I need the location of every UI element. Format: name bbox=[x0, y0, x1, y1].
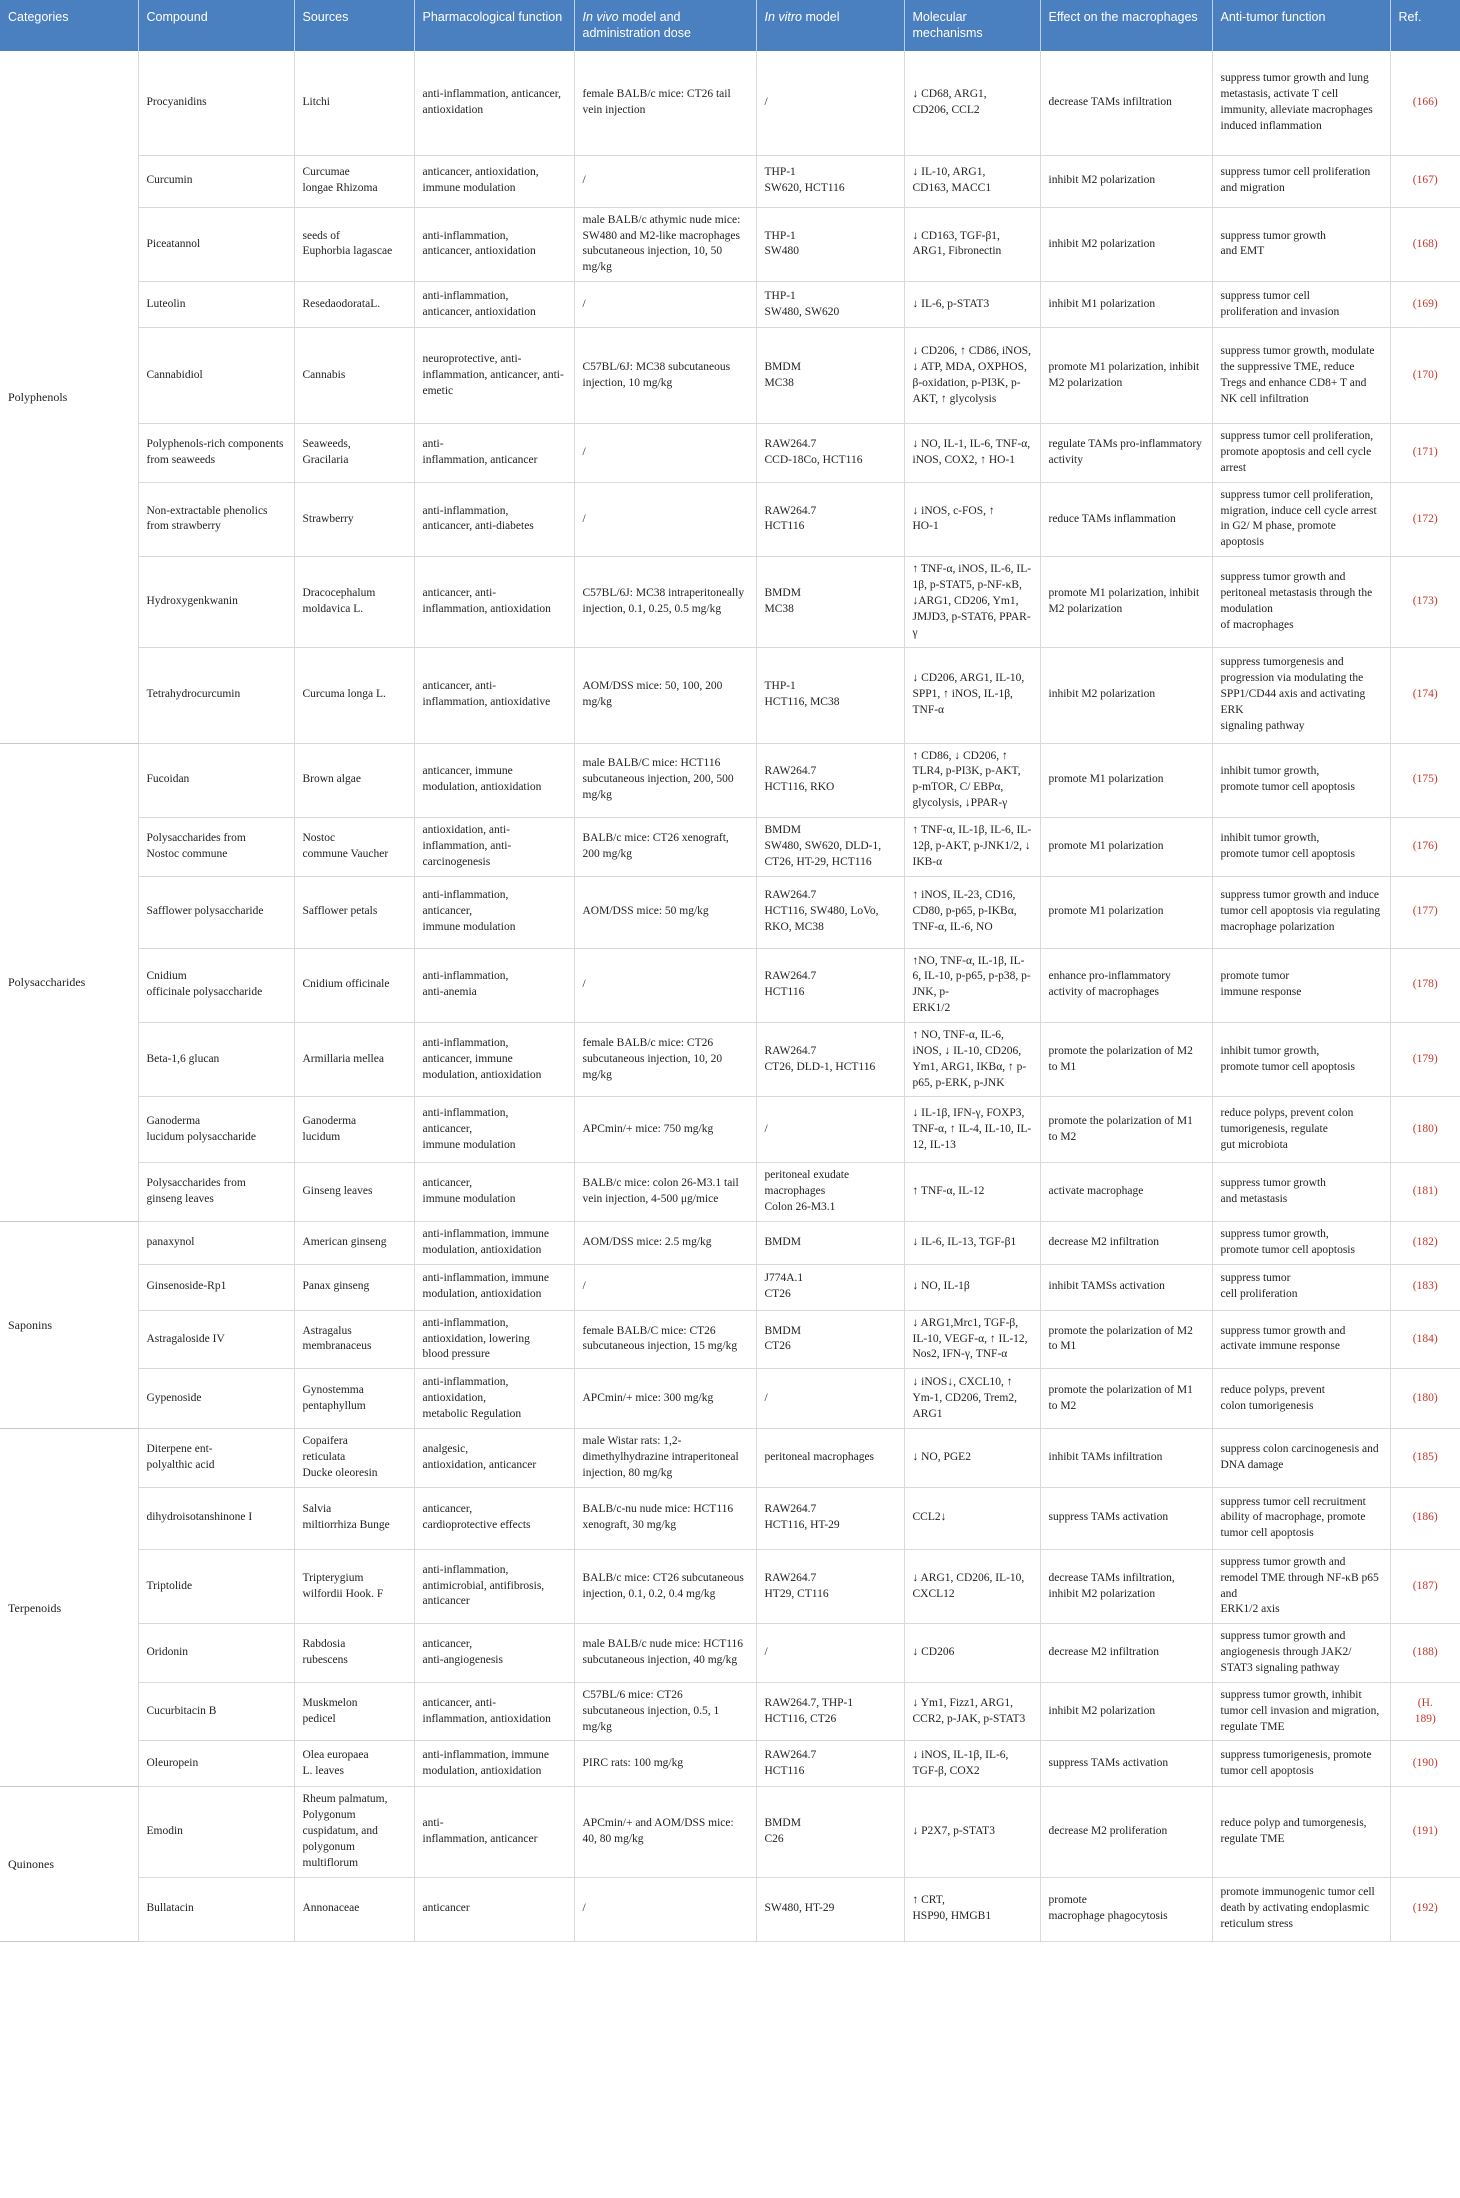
compound-cell: Cucurbitacin B bbox=[138, 1682, 294, 1741]
macrophage-effect-cell: inhibit TAMSs activation bbox=[1040, 1264, 1212, 1310]
table-row bbox=[0, 557, 1460, 647]
compound-cell: Curcumin bbox=[138, 155, 294, 207]
anti-tumor-function-cell: suppress tumor cell proliferation and invasion bbox=[1212, 282, 1390, 328]
pharmacological-function-cell: anti-inflammation, immune modulation, antioxidation bbox=[414, 1264, 574, 1310]
compound-cell: Tetrahydrocurcumin bbox=[138, 647, 294, 743]
pharmacological-function-cell: analgesic, antioxidation, anticancer bbox=[414, 1429, 574, 1488]
anti-tumor-function-cell: inhibit tumor growth, promote tumor cell apoptosis bbox=[1212, 743, 1390, 817]
in-vitro-model-cell: THP-1 SW620, HCT116 bbox=[756, 155, 904, 207]
compound-cell: Fucoidan bbox=[138, 743, 294, 817]
macrophage-effect-cell: promote M1 polarization bbox=[1040, 817, 1212, 876]
in-vivo-model-cell: / bbox=[574, 282, 756, 328]
pharmacological-function-cell: anticancer, immune modulation, antioxidation bbox=[414, 743, 574, 817]
molecular-mechanisms-cell: ↓ IL-10, ARG1, CD163, MACC1 bbox=[904, 155, 1040, 207]
table-row bbox=[0, 1624, 1460, 1683]
col-header-sources: Sources bbox=[294, 0, 414, 51]
in-vivo-model-cell: male BALB/C mice: HCT116 subcutaneous injection, 200, 500 mg/kg bbox=[574, 743, 756, 817]
table-row bbox=[0, 1741, 1460, 1787]
molecular-mechanisms-cell: ↓ IL-6, p-STAT3 bbox=[904, 282, 1040, 328]
molecular-mechanisms-cell: ↓ CD206, ↑ CD86, iNOS, ↓ ATP, MDA, OXPHOS, β-oxidation, p-PI3K, p-AKT, ↑ glycolysis bbox=[904, 328, 1040, 424]
sources-cell: ResedaodorataL. bbox=[294, 282, 414, 328]
anti-tumor-function-cell: suppress colon carcinogenesis and DNA damage bbox=[1212, 1429, 1390, 1488]
pharmacological-function-cell: anti-inflammation, anticancer, immune modulation bbox=[414, 1097, 574, 1163]
sources-cell: Rabdosia rubescens bbox=[294, 1624, 414, 1683]
table-row bbox=[0, 1097, 1460, 1163]
header-row bbox=[0, 0, 1460, 51]
sources-cell: Panax ginseng bbox=[294, 1264, 414, 1310]
compound-cell: Hydroxygenkwanin bbox=[138, 557, 294, 647]
anti-tumor-function-cell: suppress tumor growth and induce tumor cell apoptosis via regulating macrophage polarization bbox=[1212, 876, 1390, 948]
pharmacological-function-cell: anti- inflammation, anticancer bbox=[414, 424, 574, 483]
molecular-mechanisms-cell: ↑ iNOS, IL-23, CD16, CD80, p-p65, p-IKBα, TNF-α, IL-6, NO bbox=[904, 876, 1040, 948]
col-header-pharmacological-function: Pharmacological function bbox=[414, 0, 574, 51]
macrophage-effect-cell: promote macrophage phagocytosis bbox=[1040, 1877, 1212, 1941]
category-cell: Terpenoids bbox=[0, 1429, 138, 1787]
sources-cell: Ganoderma lucidum bbox=[294, 1097, 414, 1163]
reference-cell[interactable]: (184) bbox=[1390, 1310, 1460, 1369]
molecular-mechanisms-cell: ↓ ARG1, CD206, IL-10, CXCL12 bbox=[904, 1549, 1040, 1623]
in-vivo-model-cell: C57BL/6J: MC38 intraperitoneally injection, 0.1, 0.25, 0.5 mg/kg bbox=[574, 557, 756, 647]
molecular-mechanisms-cell: ↑ TNF-α, iNOS, IL-6, IL-1β, p-STAT5, p-NF-κB, ↓ARG1, CD206, Ym1, JMJD3, p-STAT6, PPAR-γ bbox=[904, 557, 1040, 647]
compound-cell: Emodin bbox=[138, 1787, 294, 1877]
in-vivo-model-cell: / bbox=[574, 155, 756, 207]
reference-cell[interactable]: (171) bbox=[1390, 424, 1460, 483]
molecular-mechanisms-cell: ↓ NO, IL-1, IL-6, TNF-α, iNOS, COX2, ↑ HO-1 bbox=[904, 424, 1040, 483]
molecular-mechanisms-cell: CCL2↓ bbox=[904, 1487, 1040, 1549]
sources-cell: Cannabis bbox=[294, 328, 414, 424]
table-row bbox=[0, 948, 1460, 1022]
sources-cell: Astragalus membranaceus bbox=[294, 1310, 414, 1369]
col-header-effect-on-macrophages: Effect on the macrophages bbox=[1040, 0, 1212, 51]
pharmacological-function-cell: neuroprotective, anti-inflammation, anticancer, anti-emetic bbox=[414, 328, 574, 424]
pharmacological-function-cell: anti- inflammation, anticancer bbox=[414, 1787, 574, 1877]
anti-tumor-function-cell: suppress tumor cell proliferation bbox=[1212, 1264, 1390, 1310]
in-vitro-model-cell: BMDM C26 bbox=[756, 1787, 904, 1877]
table-row bbox=[0, 424, 1460, 483]
reference-cell[interactable]: (182) bbox=[1390, 1221, 1460, 1264]
macrophage-effect-cell: promote the polarization of M2 to M1 bbox=[1040, 1022, 1212, 1096]
molecular-mechanisms-cell: ↓ iNOS, IL-1β, IL-6, TGF-β, COX2 bbox=[904, 1741, 1040, 1787]
macrophage-effect-cell: inhibit M2 polarization bbox=[1040, 207, 1212, 281]
pharmacological-function-cell: anti-inflammation, anticancer, immune modulation bbox=[414, 876, 574, 948]
in-vivo-model-cell: AOM/DSS mice: 50, 100, 200 mg/kg bbox=[574, 647, 756, 743]
anti-tumor-function-cell: suppress tumor cell proliferation, promote apoptosis and cell cycle arrest bbox=[1212, 424, 1390, 483]
pharmacological-function-cell: anticancer, anti-angiogenesis bbox=[414, 1624, 574, 1683]
in-vivo-model-cell: female BALB/c mice: CT26 tail vein injection bbox=[574, 51, 756, 155]
col-header-compound: Compound bbox=[138, 0, 294, 51]
pharmacological-function-cell: anticancer, anti- inflammation, antioxidative bbox=[414, 647, 574, 743]
in-vivo-model-cell: / bbox=[574, 482, 756, 556]
category-cell: Quinones bbox=[0, 1787, 138, 1941]
compound-cell: Bullatacin bbox=[138, 1877, 294, 1941]
sources-cell: Brown algae bbox=[294, 743, 414, 817]
pharmacological-function-cell: anti-inflammation, anticancer, anti-diabetes bbox=[414, 482, 574, 556]
reference-cell[interactable]: (169) bbox=[1390, 282, 1460, 328]
macrophage-effect-cell: suppress TAMs activation bbox=[1040, 1741, 1212, 1787]
anti-tumor-function-cell: suppress tumor cell recruitment ability of macrophage, promote tumor cell apoptosis bbox=[1212, 1487, 1390, 1549]
table-row bbox=[0, 207, 1460, 281]
in-vivo-model-cell: / bbox=[574, 424, 756, 483]
in-vitro-model-cell: peritoneal macrophages bbox=[756, 1429, 904, 1488]
in-vivo-model-cell: APCmin/+ mice: 750 mg/kg bbox=[574, 1097, 756, 1163]
compound-cell: Non-extractable phenolics from strawberry bbox=[138, 482, 294, 556]
molecular-mechanisms-cell: ↓ Ym1, Fizz1, ARG1, CCR2, p-JAK, p-STAT3 bbox=[904, 1682, 1040, 1741]
in-vitro-model-cell: / bbox=[756, 1369, 904, 1429]
col-header-in-vitro: In vitro model bbox=[756, 0, 904, 51]
in-vitro-model-cell: peritoneal exudate macrophages Colon 26-M3.1 bbox=[756, 1163, 904, 1222]
reference-cell[interactable]: (181) bbox=[1390, 1163, 1460, 1222]
macrophage-effect-cell: promote the polarization of M1 to M2 bbox=[1040, 1369, 1212, 1429]
sources-cell: Curcuma longa L. bbox=[294, 647, 414, 743]
sources-cell: Curcumae longae Rhizoma bbox=[294, 155, 414, 207]
reference-cell[interactable]: (183) bbox=[1390, 1264, 1460, 1310]
anti-tumor-function-cell: reduce polyps, prevent colon tumorigenesis bbox=[1212, 1369, 1390, 1429]
compound-cell: Polyphenols-rich components from seaweeds bbox=[138, 424, 294, 483]
anti-tumor-function-cell: suppress tumorgenesis and progression via modulating the SPP1/CD44 axis and activating ERK signaling pathway bbox=[1212, 647, 1390, 743]
pharmacological-function-cell: anticancer, immune modulation bbox=[414, 1163, 574, 1222]
in-vitro-model-cell: J774A.1 CT26 bbox=[756, 1264, 904, 1310]
reference-cell[interactable]: (179) bbox=[1390, 1022, 1460, 1096]
molecular-mechanisms-cell: ↑NO, TNF-α, IL-1β, IL-6, IL-10, p-p65, p-p38, p-JNK, p- ERK1/2 bbox=[904, 948, 1040, 1022]
table-row bbox=[0, 1221, 1460, 1264]
in-vitro-model-cell: / bbox=[756, 1624, 904, 1683]
compound-cell: Polysaccharides from ginseng leaves bbox=[138, 1163, 294, 1222]
in-vitro-model-cell: RAW264.7 HT29, CT116 bbox=[756, 1549, 904, 1623]
macrophage-effect-cell: decrease TAMs infiltration bbox=[1040, 51, 1212, 155]
sources-cell: seeds of Euphorbia lagascae bbox=[294, 207, 414, 281]
table-body bbox=[0, 51, 1460, 1941]
in-vivo-model-cell: male BALB/c athymic nude mice: SW480 and M2-like macrophages subcutaneous injection, 10, 50 mg/kg bbox=[574, 207, 756, 281]
pharmacological-function-cell: anti-inflammation, anticancer, immune modulation, antioxidation bbox=[414, 1022, 574, 1096]
category-cell: Polyphenols bbox=[0, 51, 138, 743]
molecular-mechanisms-cell: ↓ NO, PGE2 bbox=[904, 1429, 1040, 1488]
sources-cell: Ginseng leaves bbox=[294, 1163, 414, 1222]
molecular-mechanisms-cell: ↓ P2X7, p-STAT3 bbox=[904, 1787, 1040, 1877]
sources-cell: Salvia miltiorrhiza Bunge bbox=[294, 1487, 414, 1549]
anti-tumor-function-cell: suppress tumor growth, inhibit tumor cell invasion and migration, regulate TME bbox=[1212, 1682, 1390, 1741]
table-row bbox=[0, 1549, 1460, 1623]
molecular-mechanisms-cell: ↓ CD163, TGF-β1, ARG1, Fibronectin bbox=[904, 207, 1040, 281]
sources-cell: Copaifera reticulata Ducke oleoresin bbox=[294, 1429, 414, 1488]
anti-tumor-function-cell: suppress tumor growth and peritoneal metastasis through the modulation of macrophages bbox=[1212, 557, 1390, 647]
compound-cell: Oridonin bbox=[138, 1624, 294, 1683]
compound-cell: Procyanidins bbox=[138, 51, 294, 155]
col-header-in-vivo: In vivo model and administration dose bbox=[574, 0, 756, 51]
in-vivo-model-cell: / bbox=[574, 948, 756, 1022]
sources-cell: Rheum palmatum, Polygonum cuspidatum, and polygonum multiflorum bbox=[294, 1787, 414, 1877]
in-vivo-model-cell: / bbox=[574, 1877, 756, 1941]
in-vitro-model-cell: RAW264.7 HCT116, RKO bbox=[756, 743, 904, 817]
table-row bbox=[0, 1163, 1460, 1222]
in-vivo-model-cell: AOM/DSS mice: 50 mg/kg bbox=[574, 876, 756, 948]
pharmacological-function-cell: anticancer, anti- inflammation, antioxidation bbox=[414, 557, 574, 647]
compound-cell: Polysaccharides from Nostoc commune bbox=[138, 817, 294, 876]
table-row bbox=[0, 743, 1460, 817]
in-vitro-model-cell: / bbox=[756, 1097, 904, 1163]
category-cell: Polysaccharides bbox=[0, 743, 138, 1221]
anti-tumor-function-cell: promote immunogenic tumor cell death by activating endoplasmic reticulum stress bbox=[1212, 1877, 1390, 1941]
reference-cell[interactable]: (172) bbox=[1390, 482, 1460, 556]
macrophage-effect-cell: inhibit M2 polarization bbox=[1040, 1682, 1212, 1741]
pharmacological-function-cell: anticancer, cardioprotective effects bbox=[414, 1487, 574, 1549]
in-vitro-model-cell: THP-1 HCT116, MC38 bbox=[756, 647, 904, 743]
table-row bbox=[0, 876, 1460, 948]
compound-cell: Piceatannol bbox=[138, 207, 294, 281]
anti-tumor-function-cell: reduce polyp and tumorgenesis, regulate TME bbox=[1212, 1787, 1390, 1877]
anti-tumor-function-cell: suppress tumor growth and EMT bbox=[1212, 207, 1390, 281]
in-vitro-model-cell: RAW264.7 HCT116 bbox=[756, 1741, 904, 1787]
in-vivo-model-cell: female BALB/C mice: CT26 subcutaneous injection, 15 mg/kg bbox=[574, 1310, 756, 1369]
anti-tumor-function-cell: suppress tumor growth and angiogenesis through JAK2/ STAT3 signaling pathway bbox=[1212, 1624, 1390, 1683]
compound-cell: Cnidium officinale polysaccharide bbox=[138, 948, 294, 1022]
pharmacological-function-cell: anticancer, anti- inflammation, antioxidation bbox=[414, 1682, 574, 1741]
sources-cell: Gynostemma pentaphyllum bbox=[294, 1369, 414, 1429]
macrophage-effect-cell: promote the polarization of M1 to M2 bbox=[1040, 1097, 1212, 1163]
compound-cell: Diterpene ent- polyalthic acid bbox=[138, 1429, 294, 1488]
pharmacological-function-cell: anti-inflammation, antimicrobial, antifibrosis, anticancer bbox=[414, 1549, 574, 1623]
anti-tumor-function-cell: suppress tumor cell proliferation, migration, induce cell cycle arrest in G2/ M phase, promote apoptosis bbox=[1212, 482, 1390, 556]
in-vivo-model-cell: PIRC rats: 100 mg/kg bbox=[574, 1741, 756, 1787]
reference-cell[interactable]: (166) bbox=[1390, 51, 1460, 155]
table-row bbox=[0, 1429, 1460, 1488]
in-vitro-model-cell: RAW264.7 CT26, DLD-1, HCT116 bbox=[756, 1022, 904, 1096]
in-vitro-model-cell: THP-1 SW480 bbox=[756, 207, 904, 281]
in-vitro-model-cell: RAW264.7 CCD-18Co, HCT116 bbox=[756, 424, 904, 483]
sources-cell: Seaweeds, Gracilaria bbox=[294, 424, 414, 483]
col-header-ref: Ref. bbox=[1390, 0, 1460, 51]
in-vitro-model-cell: RAW264.7 HCT116 bbox=[756, 948, 904, 1022]
sources-cell: American ginseng bbox=[294, 1221, 414, 1264]
table-row bbox=[0, 282, 1460, 328]
reference-cell[interactable]: (178) bbox=[1390, 948, 1460, 1022]
compound-cell: Luteolin bbox=[138, 282, 294, 328]
in-vitro-model-cell: RAW264.7 HCT116, SW480, LoVo, RKO, MC38 bbox=[756, 876, 904, 948]
in-vivo-model-cell: C57BL/6 mice: CT26 subcutaneous injection, 0.5, 1 mg/kg bbox=[574, 1682, 756, 1741]
compound-cell: Safflower polysaccharide bbox=[138, 876, 294, 948]
reference-cell[interactable]: (176) bbox=[1390, 817, 1460, 876]
molecular-mechanisms-cell: ↓ CD68, ARG1, CD206, CCL2 bbox=[904, 51, 1040, 155]
reference-cell[interactable]: (192) bbox=[1390, 1877, 1460, 1941]
in-vitro-model-cell: RAW264.7 HCT116 bbox=[756, 482, 904, 556]
col-header-categories: Categories bbox=[0, 0, 138, 51]
anti-tumor-function-cell: inhibit tumor growth, promote tumor cell apoptosis bbox=[1212, 1022, 1390, 1096]
in-vitro-model-cell: SW480, HT-29 bbox=[756, 1877, 904, 1941]
macrophage-effect-cell: decrease M2 infiltration bbox=[1040, 1624, 1212, 1683]
table-row bbox=[0, 1022, 1460, 1096]
table-row bbox=[0, 328, 1460, 424]
macrophage-effect-cell: inhibit M2 polarization bbox=[1040, 155, 1212, 207]
reference-cell[interactable]: (185) bbox=[1390, 1429, 1460, 1488]
in-vivo-model-cell: female BALB/c mice: CT26 subcutaneous injection, 10, 20 mg/kg bbox=[574, 1022, 756, 1096]
macrophage-effect-cell: reduce TAMs inflammation bbox=[1040, 482, 1212, 556]
molecular-mechanisms-cell: ↓ NO, IL-1β bbox=[904, 1264, 1040, 1310]
molecular-mechanisms-cell: ↑ TNF-α, IL-1β, IL-6, IL-12β, p-AKT, p-JNK1/2, ↓ IKB-α bbox=[904, 817, 1040, 876]
molecular-mechanisms-cell: ↓ CD206 bbox=[904, 1624, 1040, 1683]
reference-cell[interactable]: (186) bbox=[1390, 1487, 1460, 1549]
macrophage-effect-cell: activate macrophage bbox=[1040, 1163, 1212, 1222]
macrophage-effect-cell: decrease M2 infiltration bbox=[1040, 1221, 1212, 1264]
sources-cell: Tripterygium wilfordii Hook. F bbox=[294, 1549, 414, 1623]
reference-cell[interactable]: (175) bbox=[1390, 743, 1460, 817]
anti-tumor-function-cell: reduce polyps, prevent colon tumorigenesis, regulate gut microbiota bbox=[1212, 1097, 1390, 1163]
molecular-mechanisms-cell: ↑ CD86, ↓ CD206, ↑ TLR4, p-PI3K, p-AKT, p-mTOR, C/ EBPα, glycolysis, ↓PPAR-γ bbox=[904, 743, 1040, 817]
macrophage-effect-cell: inhibit TAMs infiltration bbox=[1040, 1429, 1212, 1488]
anti-tumor-function-cell: suppress tumorigenesis, promote tumor cell apoptosis bbox=[1212, 1741, 1390, 1787]
pharmacological-function-cell: anti-inflammation, anti-anemia bbox=[414, 948, 574, 1022]
in-vivo-model-cell: AOM/DSS mice: 2.5 mg/kg bbox=[574, 1221, 756, 1264]
compound-cell: Cannabidiol bbox=[138, 328, 294, 424]
pharmacological-function-cell: anti-inflammation, antioxidation, metabolic Regulation bbox=[414, 1369, 574, 1429]
reference-cell[interactable]: (167) bbox=[1390, 155, 1460, 207]
sources-cell: Strawberry bbox=[294, 482, 414, 556]
sources-cell: Muskmelon pedicel bbox=[294, 1682, 414, 1741]
pharmacological-function-cell: anti-inflammation, immune modulation, antioxidation bbox=[414, 1741, 574, 1787]
reference-cell[interactable]: (174) bbox=[1390, 647, 1460, 743]
in-vitro-model-cell: THP-1 SW480, SW620 bbox=[756, 282, 904, 328]
pharmacological-function-cell: anti-inflammation, anticancer, antioxidation bbox=[414, 207, 574, 281]
anti-tumor-function-cell: suppress tumor cell proliferation and migration bbox=[1212, 155, 1390, 207]
reference-cell[interactable]: (180) bbox=[1390, 1369, 1460, 1429]
in-vitro-model-cell: RAW264.7 HCT116, HT-29 bbox=[756, 1487, 904, 1549]
table-row bbox=[0, 1787, 1460, 1877]
reference-cell[interactable]: (187) bbox=[1390, 1549, 1460, 1623]
in-vitro-model-cell: BMDM bbox=[756, 1221, 904, 1264]
pharmacological-function-cell: anti-inflammation, anticancer, antioxidation bbox=[414, 51, 574, 155]
table-row bbox=[0, 1264, 1460, 1310]
molecular-mechanisms-cell: ↓ iNOS↓, CXCL10, ↑ Ym-1, CD206, Trem2, ARG1 bbox=[904, 1369, 1040, 1429]
in-vivo-model-cell: male BALB/c nude mice: HCT116 subcutaneous injection, 40 mg/kg bbox=[574, 1624, 756, 1683]
anti-tumor-function-cell: suppress tumor growth, promote tumor cell apoptosis bbox=[1212, 1221, 1390, 1264]
compound-cell: Ganoderma lucidum polysaccharide bbox=[138, 1097, 294, 1163]
in-vivo-model-cell: BALB/c mice: CT26 xenograft, 200 mg/kg bbox=[574, 817, 756, 876]
pharmacological-function-cell: anticancer, antioxidation, immune modulation bbox=[414, 155, 574, 207]
anti-tumor-function-cell: inhibit tumor growth, promote tumor cell apoptosis bbox=[1212, 817, 1390, 876]
table-row bbox=[0, 1682, 1460, 1741]
col-header-anti-tumor-function: Anti-tumor function bbox=[1212, 0, 1390, 51]
pharmacological-function-cell: antioxidation, anti- inflammation, anti- carcinogenesis bbox=[414, 817, 574, 876]
reference-cell[interactable]: (168) bbox=[1390, 207, 1460, 281]
table-row bbox=[0, 51, 1460, 155]
in-vivo-model-cell: / bbox=[574, 1264, 756, 1310]
in-vitro-model-cell: BMDM MC38 bbox=[756, 328, 904, 424]
sources-cell: Cnidium officinale bbox=[294, 948, 414, 1022]
anti-tumor-function-cell: suppress tumor growth, modulate the suppressive TME, reduce Tregs and enhance CD8+ T and NK cell infiltration bbox=[1212, 328, 1390, 424]
macrophage-effect-cell: inhibit M1 polarization bbox=[1040, 282, 1212, 328]
table-row bbox=[0, 1310, 1460, 1369]
macrophage-effect-cell: suppress TAMs activation bbox=[1040, 1487, 1212, 1549]
table-row bbox=[0, 817, 1460, 876]
sources-cell: Litchi bbox=[294, 51, 414, 155]
category-cell: Saponins bbox=[0, 1221, 138, 1428]
molecular-mechanisms-cell: ↓ IL-1β, IFN-γ, FOXP3, TNF-α, ↑ IL-4, IL-10, IL-12, IL-13 bbox=[904, 1097, 1040, 1163]
anti-tumor-function-cell: suppress tumor growth and remodel TME through NF-κB p65 and ERK1/2 axis bbox=[1212, 1549, 1390, 1623]
molecular-mechanisms-cell: ↓ CD206, ARG1, IL-10, SPP1, ↑ iNOS, IL-1β, TNF-α bbox=[904, 647, 1040, 743]
molecular-mechanisms-cell: ↓ ARG1,Mrc1, TGF-β, IL-10, VEGF-α, ↑ IL-12, Nos2, IFN-γ, TNF-α bbox=[904, 1310, 1040, 1369]
macrophage-effect-cell: enhance pro-inflammatory activity of macrophages bbox=[1040, 948, 1212, 1022]
macrophage-effect-cell: promote M1 polarization bbox=[1040, 743, 1212, 817]
reference-cell[interactable]: (188) bbox=[1390, 1624, 1460, 1683]
sources-cell: Dracocephalum moldavica L. bbox=[294, 557, 414, 647]
in-vitro-model-cell: RAW264.7, THP-1 HCT116, CT26 bbox=[756, 1682, 904, 1741]
pharmacological-function-cell: anti-inflammation, anticancer, antioxidation bbox=[414, 282, 574, 328]
compound-cell: Astragaloside IV bbox=[138, 1310, 294, 1369]
anti-tumor-function-cell: promote tumor immune response bbox=[1212, 948, 1390, 1022]
macrophage-effect-cell: decrease M2 proliferation bbox=[1040, 1787, 1212, 1877]
molecular-mechanisms-cell: ↑ NO, TNF-α, IL-6, iNOS, ↓ IL-10, CD206, Ym1, ARG1, IKBα, ↑ p-p65, p-ERK, p-JNK bbox=[904, 1022, 1040, 1096]
macrophage-effect-cell: promote the polarization of M2 to M1 bbox=[1040, 1310, 1212, 1369]
compound-cell: Ginsenoside-Rp1 bbox=[138, 1264, 294, 1310]
col-header-molecular-mechanisms: Molecular mechanisms bbox=[904, 0, 1040, 51]
macrophage-effect-cell: regulate TAMs pro-inflammatory activity bbox=[1040, 424, 1212, 483]
table-row bbox=[0, 647, 1460, 743]
anti-tumor-function-cell: suppress tumor growth and lung metastasis, activate T cell immunity, alleviate macrophages induced inflammation bbox=[1212, 51, 1390, 155]
compound-cell: Oleuropein bbox=[138, 1741, 294, 1787]
table-row bbox=[0, 1369, 1460, 1429]
macrophage-effect-cell: promote M1 polarization, inhibit M2 polarization bbox=[1040, 328, 1212, 424]
table-row bbox=[0, 1487, 1460, 1549]
compound-cell: Triptolide bbox=[138, 1549, 294, 1623]
reference-cell[interactable]: (170) bbox=[1390, 328, 1460, 424]
anti-tumor-function-cell: suppress tumor growth and metastasis bbox=[1212, 1163, 1390, 1222]
in-vitro-model-cell: / bbox=[756, 51, 904, 155]
reference-cell[interactable]: (180) bbox=[1390, 1097, 1460, 1163]
in-vivo-model-cell: APCmin/+ and AOM/DSS mice: 40, 80 mg/kg bbox=[574, 1787, 756, 1877]
sources-cell: Olea europaea L. leaves bbox=[294, 1741, 414, 1787]
reference-cell[interactable]: (H. 189) bbox=[1390, 1682, 1460, 1741]
compound-cell: Beta-1,6 glucan bbox=[138, 1022, 294, 1096]
sources-cell: Armillaria mellea bbox=[294, 1022, 414, 1096]
reference-cell[interactable]: (191) bbox=[1390, 1787, 1460, 1877]
molecular-mechanisms-cell: ↑ TNF-α, IL-12 bbox=[904, 1163, 1040, 1222]
molecular-mechanisms-cell: ↑ CRT, HSP90, HMGB1 bbox=[904, 1877, 1040, 1941]
reference-cell[interactable]: (177) bbox=[1390, 876, 1460, 948]
in-vitro-model-cell: BMDM MC38 bbox=[756, 557, 904, 647]
pharmacological-function-cell: anti-inflammation, antioxidation, lowering blood pressure bbox=[414, 1310, 574, 1369]
anti-tumor-function-cell: suppress tumor growth and activate immune response bbox=[1212, 1310, 1390, 1369]
pharmacological-function-cell: anticancer bbox=[414, 1877, 574, 1941]
compound-cell: Gypenoside bbox=[138, 1369, 294, 1429]
in-vivo-model-cell: BALB/c-nu nude mice: HCT116 xenograft, 30 mg/kg bbox=[574, 1487, 756, 1549]
pharmacological-function-cell: anti-inflammation, immune modulation, antioxidation bbox=[414, 1221, 574, 1264]
table-row bbox=[0, 1877, 1460, 1941]
in-vivo-model-cell: APCmin/+ mice: 300 mg/kg bbox=[574, 1369, 756, 1429]
compound-cell: dihydroisotanshinone I bbox=[138, 1487, 294, 1549]
reference-cell[interactable]: (173) bbox=[1390, 557, 1460, 647]
sources-cell: Annonaceae bbox=[294, 1877, 414, 1941]
compound-cell: panaxynol bbox=[138, 1221, 294, 1264]
sources-cell: Nostoc commune Vaucher bbox=[294, 817, 414, 876]
in-vivo-model-cell: C57BL/6J: MC38 subcutaneous injection, 10 mg/kg bbox=[574, 328, 756, 424]
molecular-mechanisms-cell: ↓ iNOS, c-FOS, ↑ HO-1 bbox=[904, 482, 1040, 556]
sources-cell: Safflower petals bbox=[294, 876, 414, 948]
macrophage-effect-cell: promote M1 polarization bbox=[1040, 876, 1212, 948]
in-vitro-model-cell: BMDM CT26 bbox=[756, 1310, 904, 1369]
in-vitro-model-cell: BMDM SW480, SW620, DLD-1, CT26, HT-29, HCT116 bbox=[756, 817, 904, 876]
in-vivo-model-cell: male Wistar rats: 1,2-dimethylhydrazine intraperitoneal injection, 80 mg/kg bbox=[574, 1429, 756, 1488]
in-vivo-model-cell: BALB/c mice: colon 26-M3.1 tail vein injection, 4-500 μg/mice bbox=[574, 1163, 756, 1222]
macrophage-effect-cell: decrease TAMs infiltration, inhibit M2 polarization bbox=[1040, 1549, 1212, 1623]
in-vivo-model-cell: BALB/c mice: CT26 subcutaneous injection, 0.1, 0.2, 0.4 mg/kg bbox=[574, 1549, 756, 1623]
table-row bbox=[0, 482, 1460, 556]
macrophage-effect-cell: inhibit M2 polarization bbox=[1040, 647, 1212, 743]
molecular-mechanisms-cell: ↓ IL-6, IL-13, TGF-β1 bbox=[904, 1221, 1040, 1264]
table-row bbox=[0, 155, 1460, 207]
reference-cell[interactable]: (190) bbox=[1390, 1741, 1460, 1787]
macrophage-effect-cell: promote M1 polarization, inhibit M2 polarization bbox=[1040, 557, 1212, 647]
